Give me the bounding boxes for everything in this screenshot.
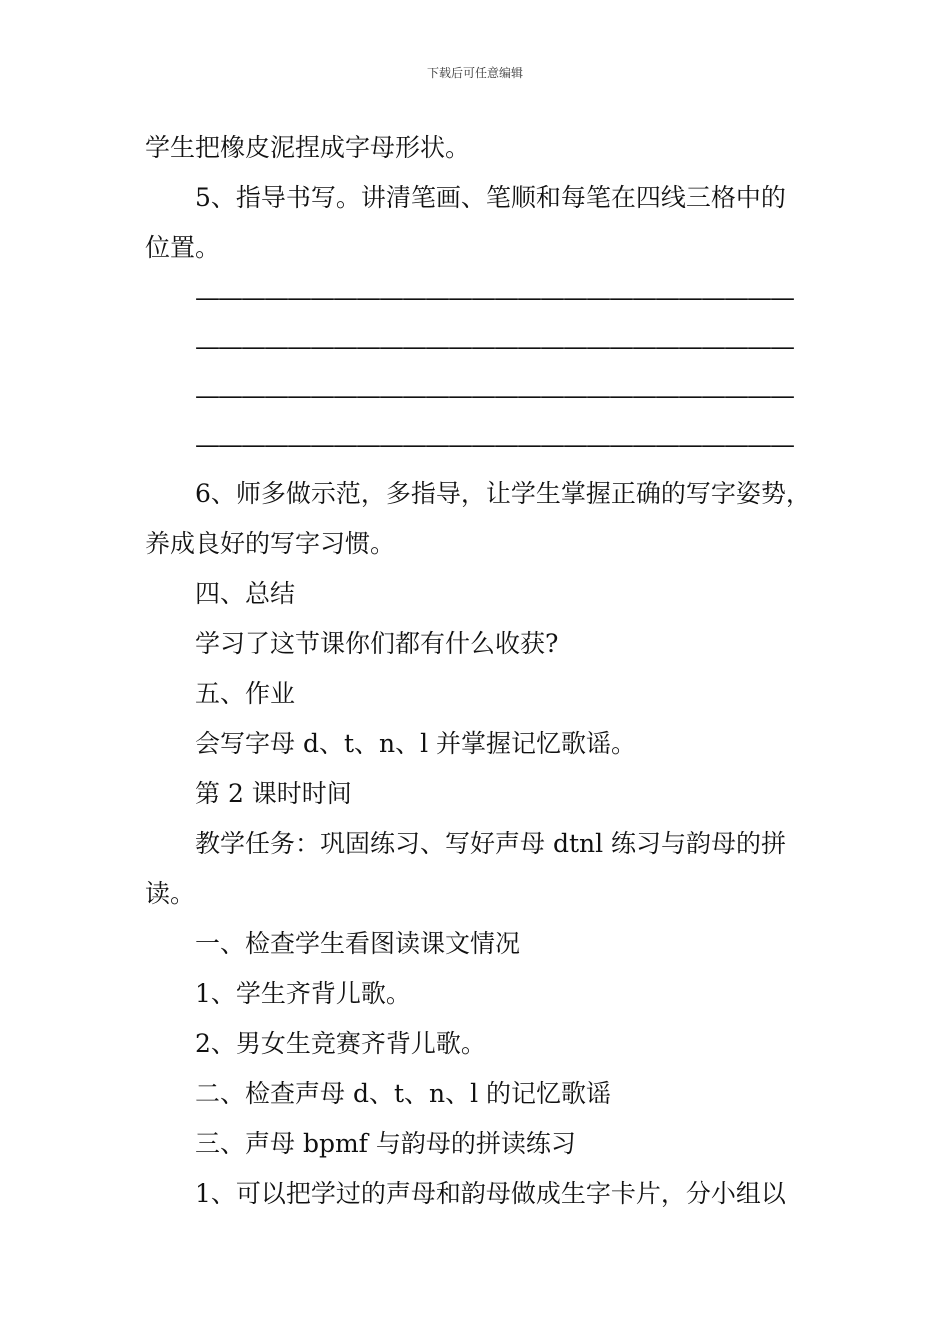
paragraph-line: 学生把橡皮泥捏成字母形状。 xyxy=(145,133,471,162)
section-heading: 二、检查声母 d、t、n、l 的记忆歌谣 xyxy=(195,1079,612,1108)
lesson-heading: 第 2 课时时间 xyxy=(195,779,352,808)
writing-rule-line: —————————————————————————— xyxy=(195,430,793,459)
document-body xyxy=(145,123,830,1219)
paragraph-line: 位置。 xyxy=(145,233,221,262)
paragraph-line: 学习了这节课你们都有什么收获? xyxy=(195,629,559,658)
paragraph-line: 5、指导书写。讲清笔画、笔顺和每笔在四线三格中的 xyxy=(195,183,786,212)
paragraph-line: 2、男女生竞赛齐背儿歌。 xyxy=(195,1029,486,1058)
section-heading: 四、总结 xyxy=(195,579,296,608)
paragraph-line: 1、可以把学过的声母和韵母做成生字卡片，分小组以 xyxy=(195,1179,786,1208)
writing-rule-line: —————————————————————————— xyxy=(195,332,793,361)
section-heading: 五、作业 xyxy=(195,679,296,708)
section-heading: 三、声母 bpmf 与韵母的拼读练习 xyxy=(195,1129,576,1158)
writing-rule-line: —————————————————————————— xyxy=(195,381,793,410)
paragraph-line: 养成良好的写字习惯。 xyxy=(145,529,396,558)
paragraph-line: 1、学生齐背儿歌。 xyxy=(195,979,411,1008)
paragraph-line: 教学任务：巩固练习、写好声母 dtnl 练习与韵母的拼 xyxy=(195,829,787,858)
writing-rule-line: —————————————————————————— xyxy=(195,283,793,312)
section-heading: 一、检查学生看图读课文情况 xyxy=(195,929,521,958)
paragraph-line: 读。 xyxy=(145,879,196,908)
paragraph-line: 会写字母 d、t、n、l 并掌握记忆歌谣。 xyxy=(195,729,637,758)
page-header: 下载后可任意编辑 xyxy=(426,66,523,80)
paragraph-line: 6、师多做示范，多指导，让学生掌握正确的写字姿势， xyxy=(195,479,811,508)
